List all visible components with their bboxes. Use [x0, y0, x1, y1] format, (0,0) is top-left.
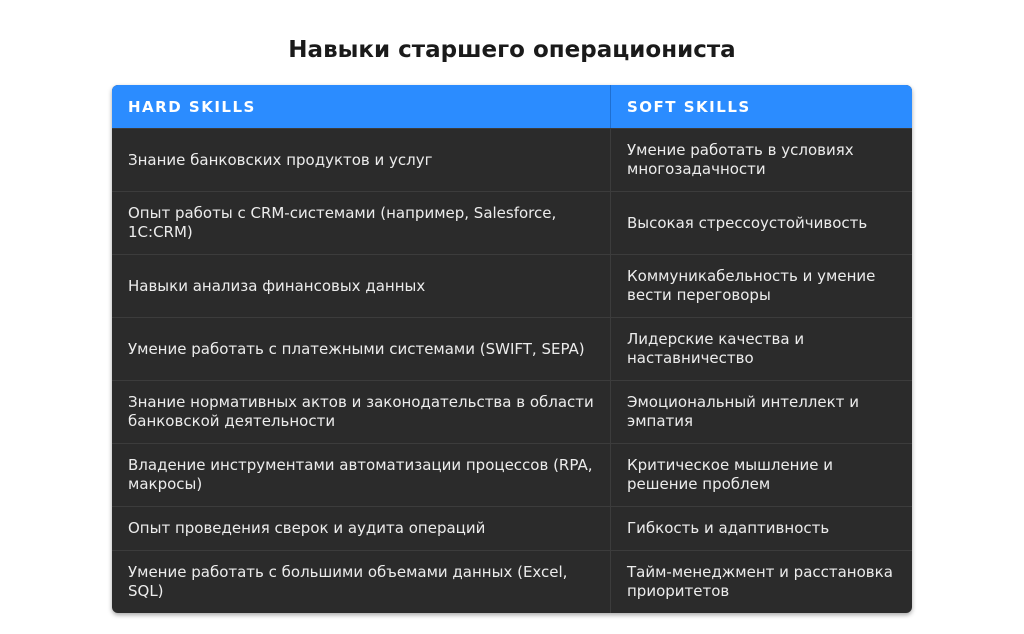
header-soft-skills: SOFT SKILLS [627, 97, 751, 116]
soft-skill-cell: Высокая стрессоустойчивость [627, 213, 868, 232]
soft-skill-cell: Тайм-менеджмент и расстановка приоритетов [627, 563, 893, 600]
soft-skill-cell: Критическое мышление и решение проблем [627, 456, 833, 493]
soft-skill-cell: Эмоциональный интеллект и эмпатия [627, 393, 859, 430]
hard-skill-cell: Знание нормативных актов и законодательства в области банковской деятельности [112, 381, 611, 443]
table-header [112, 85, 912, 128]
table-row [112, 443, 912, 506]
header-hard-skills: HARD SKILLS [112, 85, 611, 128]
soft-skill-cell: Коммуникабельность и умение вести переговоры [627, 267, 876, 304]
hard-skill-cell: Навыки анализа финансовых данных [112, 255, 611, 317]
hard-skill-cell: Владение инструментами автоматизации процессов (RPA, макросы) [112, 444, 611, 506]
table-row [112, 317, 912, 380]
table-row [112, 254, 912, 317]
table-row [112, 550, 912, 613]
page-title: Навыки старшего операциониста [288, 37, 736, 63]
table-row [112, 128, 912, 191]
hard-skill-cell: Опыт работы с CRM-системами (например, Salesforce, 1C:CRM) [112, 192, 611, 254]
table-row [112, 506, 912, 550]
hard-skill-cell: Умение работать с платежными системами (SWIFT, SEPA) [112, 318, 611, 380]
hard-skill-cell: Опыт проведения сверок и аудита операций [112, 507, 611, 550]
hard-skill-cell: Умение работать с большими объемами данных (Excel, SQL) [112, 551, 611, 613]
table-row [112, 380, 912, 443]
hard-skill-cell: Знание банковских продуктов и услуг [112, 129, 611, 191]
skills-table [112, 85, 912, 613]
soft-skill-cell: Умение работать в условиях многозадачности [627, 141, 854, 178]
table-row [112, 191, 912, 254]
soft-skill-cell: Лидерские качества и наставничество [627, 330, 805, 367]
soft-skill-cell: Гибкость и адаптивность [627, 519, 830, 537]
